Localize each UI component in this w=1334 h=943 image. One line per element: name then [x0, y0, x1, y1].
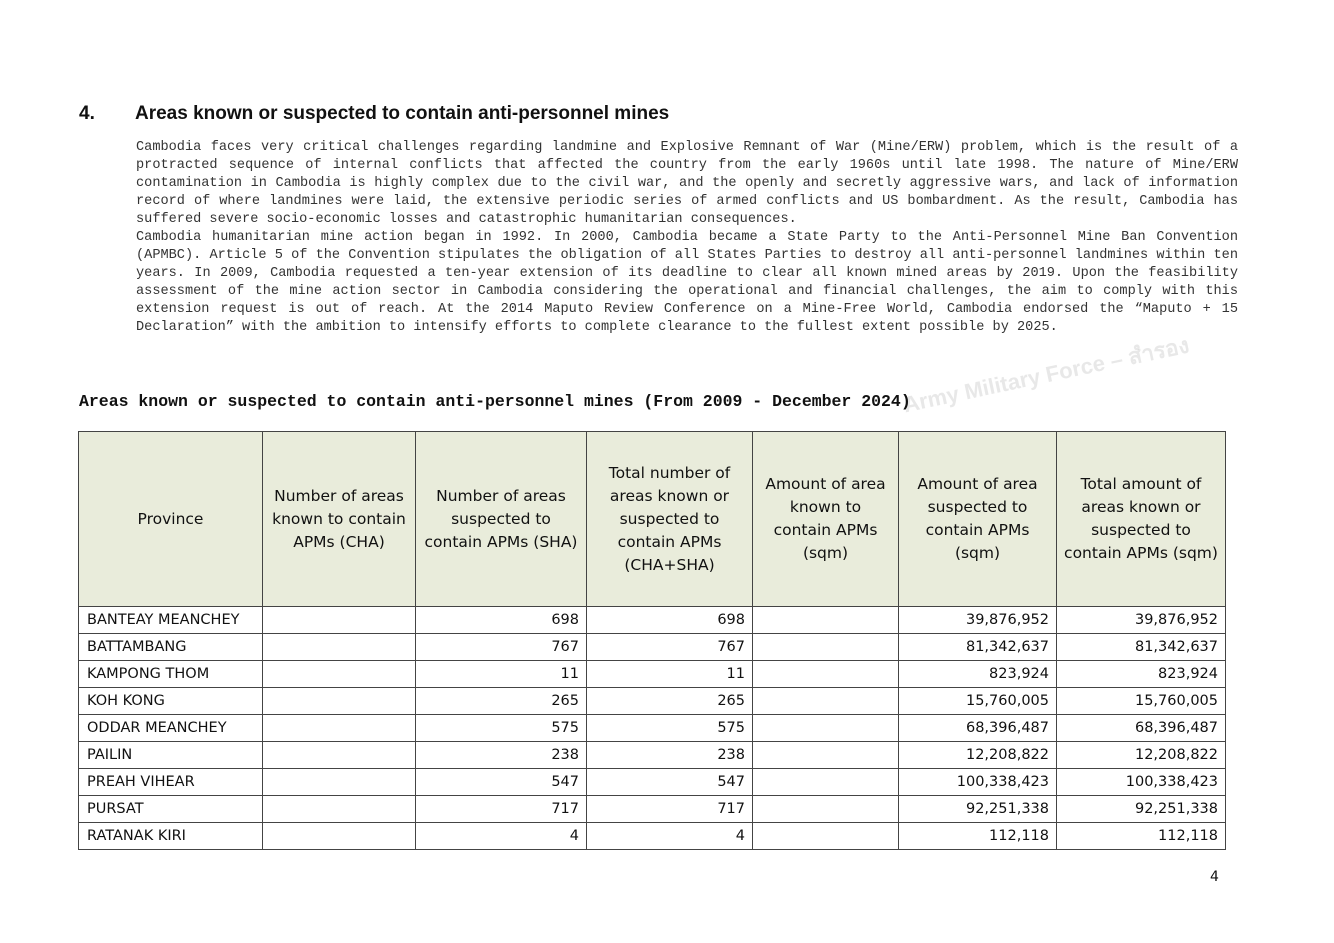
column-header: Province	[79, 432, 263, 607]
table-header-row	[79, 432, 1226, 607]
value-cell: 698	[416, 607, 587, 634]
watermark: Army Military Force – สำรอง	[901, 332, 1192, 418]
value-cell: 15,760,005	[1057, 688, 1226, 715]
table-row	[79, 607, 1226, 634]
value-cell	[263, 769, 416, 796]
page-number: 4	[1210, 869, 1219, 885]
value-cell	[263, 796, 416, 823]
value-cell: 81,342,637	[899, 634, 1057, 661]
value-cell: 92,251,338	[1057, 796, 1226, 823]
value-cell: 112,118	[1057, 823, 1226, 850]
body-text	[136, 139, 1238, 337]
paragraph: Cambodia humanitarian mine action began in 1992. In 2000, Cambodia became a State Party to the Anti-Personnel Mine Ban Convention (APMBC). Article 5 of the Convention stipulates the obligation of all States Parties to destroy all anti-personnel landmines within ten years. In 2009, Cambodia requested a ten-year extension of its deadline to clear all known mined areas by 2019. Upon the feasibility assessment of the mine action sector in Cambodia considering the operational and financial challenges, the aim to comply with this extension request is out of reach. At the 2014 Maputo Review Conference on a Mine-Free World, Cambodia endorsed the “Maputo + 15 Declaration” with the ambition to intensify efforts to complete clearance to the fullest extent possible by 2025.	[136, 230, 1238, 335]
value-cell: 575	[416, 715, 587, 742]
value-cell	[263, 742, 416, 769]
province-cell: PAILIN	[79, 742, 263, 769]
value-cell: 265	[416, 688, 587, 715]
value-cell: 717	[587, 796, 753, 823]
value-cell: 238	[416, 742, 587, 769]
value-cell: 81,342,637	[1057, 634, 1226, 661]
section-title: Areas known or suspected to contain anti-personnel mines	[135, 103, 670, 124]
table-row	[79, 823, 1226, 850]
table-body	[79, 607, 1226, 850]
value-cell	[753, 823, 899, 850]
value-cell	[753, 796, 899, 823]
value-cell: 698	[587, 607, 753, 634]
value-cell: 68,396,487	[899, 715, 1057, 742]
value-cell: 547	[416, 769, 587, 796]
table-row	[79, 634, 1226, 661]
value-cell	[753, 607, 899, 634]
province-cell: ODDAR MEANCHEY	[79, 715, 263, 742]
value-cell: 823,924	[899, 661, 1057, 688]
value-cell: 265	[587, 688, 753, 715]
value-cell: 39,876,952	[899, 607, 1057, 634]
value-cell: 92,251,338	[899, 796, 1057, 823]
value-cell: 575	[587, 715, 753, 742]
province-cell: PREAH VIHEAR	[79, 769, 263, 796]
table-row	[79, 742, 1226, 769]
value-cell: 547	[587, 769, 753, 796]
value-cell: 767	[416, 634, 587, 661]
value-cell	[263, 634, 416, 661]
table-row	[79, 769, 1226, 796]
value-cell: 11	[587, 661, 753, 688]
value-cell	[263, 661, 416, 688]
value-cell: 4	[416, 823, 587, 850]
value-cell: 823,924	[1057, 661, 1226, 688]
value-cell: 238	[587, 742, 753, 769]
table-row	[79, 796, 1226, 823]
column-header: Total amount of areas known or suspected to contain APMs (sqm)	[1057, 432, 1226, 607]
value-cell	[263, 607, 416, 634]
value-cell	[263, 715, 416, 742]
column-header: Number of areas suspected to contain APMs (SHA)	[416, 432, 587, 607]
section-heading	[79, 103, 669, 125]
value-cell: 39,876,952	[1057, 607, 1226, 634]
value-cell: 717	[416, 796, 587, 823]
table-row	[79, 688, 1226, 715]
value-cell: 112,118	[899, 823, 1057, 850]
table-caption: Areas known or suspected to contain anti-personnel mines (From 2009 - December 2024)	[79, 392, 911, 411]
column-header: Total number of areas known or suspected to contain APMs (CHA+SHA)	[587, 432, 753, 607]
value-cell: 12,208,822	[899, 742, 1057, 769]
value-cell: 68,396,487	[1057, 715, 1226, 742]
value-cell	[753, 688, 899, 715]
value-cell: 767	[587, 634, 753, 661]
value-cell: 100,338,423	[1057, 769, 1226, 796]
province-cell: KAMPONG THOM	[79, 661, 263, 688]
table-row	[79, 661, 1226, 688]
value-cell: 4	[587, 823, 753, 850]
table-row	[79, 715, 1226, 742]
paragraph: Cambodia faces very critical challenges regarding landmine and Explosive Remnant of War (Mine/ERW) problem, which is the result of a protracted sequence of internal conflicts that affected the country from the early 1960s until late 1998. The nature of Mine/ERW contamination in Cambodia is highly complex due to the civil war, and the openly and secretly aggressive wars, and lack of information record of where landmines were laid, the extensive periodic series of armed conflicts and US bombardment. As the result, Cambodia has suffered severe socio-economic losses and catastrophic humanitarian consequences.	[136, 140, 1238, 227]
value-cell	[263, 688, 416, 715]
section-number: 4.	[79, 103, 95, 124]
value-cell: 15,760,005	[899, 688, 1057, 715]
value-cell: 11	[416, 661, 587, 688]
column-header: Amount of area suspected to contain APMs (sqm)	[899, 432, 1057, 607]
value-cell	[753, 742, 899, 769]
value-cell	[753, 715, 899, 742]
value-cell	[263, 823, 416, 850]
mine-areas-table	[78, 431, 1226, 850]
province-cell: KOH KONG	[79, 688, 263, 715]
province-cell: BANTEAY MEANCHEY	[79, 607, 263, 634]
province-cell: PURSAT	[79, 796, 263, 823]
column-header: Number of areas known to contain APMs (CHA)	[263, 432, 416, 607]
value-cell: 12,208,822	[1057, 742, 1226, 769]
column-header: Amount of area known to contain APMs (sqm)	[753, 432, 899, 607]
province-cell: BATTAMBANG	[79, 634, 263, 661]
value-cell	[753, 661, 899, 688]
province-cell: RATANAK KIRI	[79, 823, 263, 850]
value-cell	[753, 769, 899, 796]
value-cell	[753, 634, 899, 661]
value-cell: 100,338,423	[899, 769, 1057, 796]
